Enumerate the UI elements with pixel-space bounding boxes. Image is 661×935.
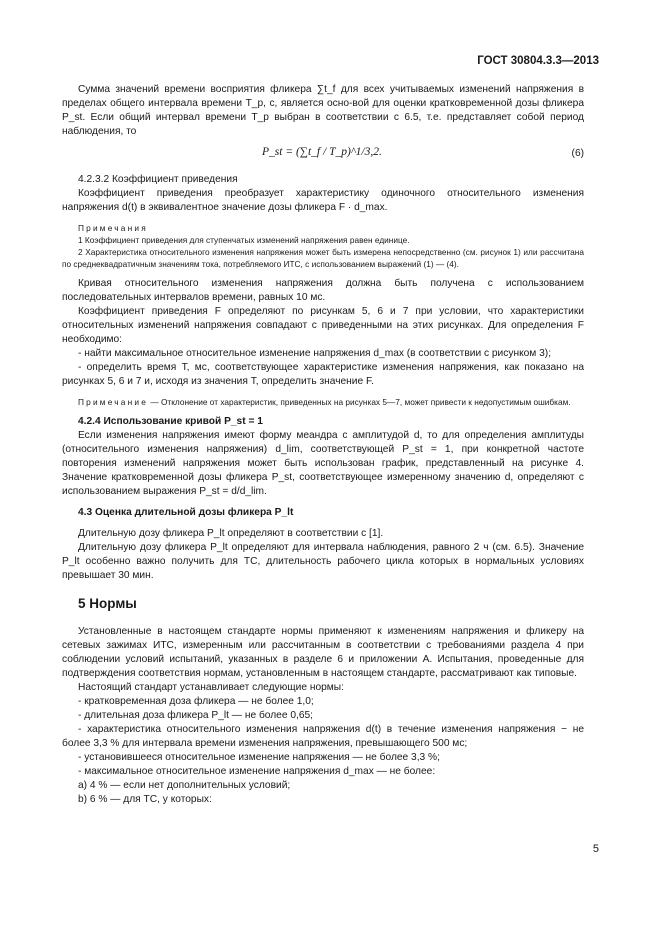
note-1: 1 Коэффициент приведения для ступенчатых изменений напряжения равен единице. <box>78 235 410 245</box>
notes-title: Примечания <box>78 223 148 233</box>
page-body <box>62 83 584 807</box>
paragraph-norms-intro: Установленные в настоящем стандарте нормы применяют к изменениям напряжения и фликеру на сетевых зажимах ИТС, измеренным или рассчитанным в соответствии с требованиями раздела 4 при соблюдении условий испытаний, указанных в разделе 6 и приложении А. Испытания, проведенные для подтверждения соответствия нормам, установленным в настоящем стандарте, рассматривают как типовые. <box>62 626 584 679</box>
norm-item: - характеристика относительного изменения напряжения d(t) в течение изменения напряжения − не более 3,3 % для интервала времени изменения напряжения, превышающего 500 мс; <box>62 724 584 749</box>
section-heading-4232: 4.2.3.2 Коэффициент приведения <box>78 174 238 185</box>
page-number: 5 <box>592 843 599 855</box>
paragraph-curve: Кривая относительного изменения напряжения должна быть получена с использованием последовательных интервалов времени, равных 10 мс. <box>62 278 584 303</box>
norm-item: - кратковременная доза фликера — не более 1,0; <box>78 696 314 707</box>
note-3 <box>62 396 584 408</box>
paragraph-coefficient: Коэффициент приведения преобразует характеристику одиночного относительного изменения напряжения d(t) в эквивалентное значение дозы фликера F · d_max. <box>62 188 584 213</box>
list-item-dmax: - найти максимальное относительное изменение напряжения d_max (в соответствии с рисунком 3); <box>78 348 552 359</box>
document-code: ГОСТ 30804.3.3—2013 <box>477 55 599 67</box>
paragraph-plt-1: Длительную дозу фликера P_lt определяют в соответствии с [1]. <box>78 528 384 539</box>
formula-expression: P_st = (∑t_f / T_p)^1/3,2. <box>262 146 382 158</box>
note-3-text: — Отклонение от характеристик, приведенных на рисунках 5—7, может привести к недопустимым ошибкам. <box>148 397 571 407</box>
note-3-label: Примечание <box>78 397 149 407</box>
note-2: 2 Характеристика относительного изменения напряжения может быть измерена непосредственно (см. рисунок 1) или рассчитана по среднеквадратичным значениям тока, потребляемого ИТС, с использованием выражений (1) — (4). <box>62 247 584 269</box>
paragraph-plt-2: Длительную дозу фликера P_lt определяют для интервала наблюдения, равного 2 ч (см. 6.5). Значение P_lt особенно важно получить для ТС, длительность рабочего цикла которых в нормальных условиях превышает 30 мин. <box>62 542 584 581</box>
norm-item: b) 6 % — для ТС, у которых: <box>78 794 212 805</box>
norm-item: - установившееся относительное изменение напряжения — не более 3,3 %; <box>78 752 440 763</box>
list-item-time: - определить время T, мс, соответствующее характеристике изменения напряжения, как показано на рисунках 5, 6 и 7 и, исходя из значения T, определить значение F. <box>62 362 584 387</box>
section-heading-43: 4.3 Оценка длительной дозы фликера P_lt <box>78 507 294 518</box>
paragraph-norms-list-title: Настоящий стандарт устанавливает следующие нормы: <box>78 682 344 693</box>
paragraph-flicker-sum: Сумма значений времени восприятия фликера ∑t_f для всех учитываемых изменений напряжения в пределах общего интервала времени T_p, с, является осно-вой для оценки кратковременной дозы фликера P_st. Если общий интервал времени T_p выбран в соответствии с 6.5, т.е. представляет собой период наблюдения, то <box>62 84 584 137</box>
paragraph-pst-curve: Если изменения напряжения имеют форму меандра с амплитудой d, то для определения амплитуды (относительного изменения напряжения) d_lim, соответствующей P_st = 1, при конкретной частоте повторения изменений напряжения может быть использован график, представленный на рисунке 4. Значение кратковременной дозы фликера P_st, соответствующее измеренному значению d, определяют с использованием выражения P_st = d/d_lim. <box>62 430 584 497</box>
section-heading-5: 5 Нормы <box>78 596 137 611</box>
paragraph-coefficient-f: Коэффициент приведения F определяют по рисункам 5, 6 и 7 при условии, что характеристики относительных изменений напряжения совпадают с приведенными на этих рисунках. Для определения F необходимо: <box>62 306 584 345</box>
norm-item: - максимальное относительное изменение напряжения d_max — не более: <box>78 766 436 777</box>
norm-item: a) 4 % — если нет дополнительных условий; <box>78 780 291 791</box>
section-heading-424: 4.2.4 Использование кривой P_st = 1 <box>78 416 263 427</box>
formula-6 <box>62 139 584 173</box>
formula-number: (6) <box>571 148 584 159</box>
norm-item: - длительная доза фликера P_lt — не более 0,65; <box>78 710 313 721</box>
